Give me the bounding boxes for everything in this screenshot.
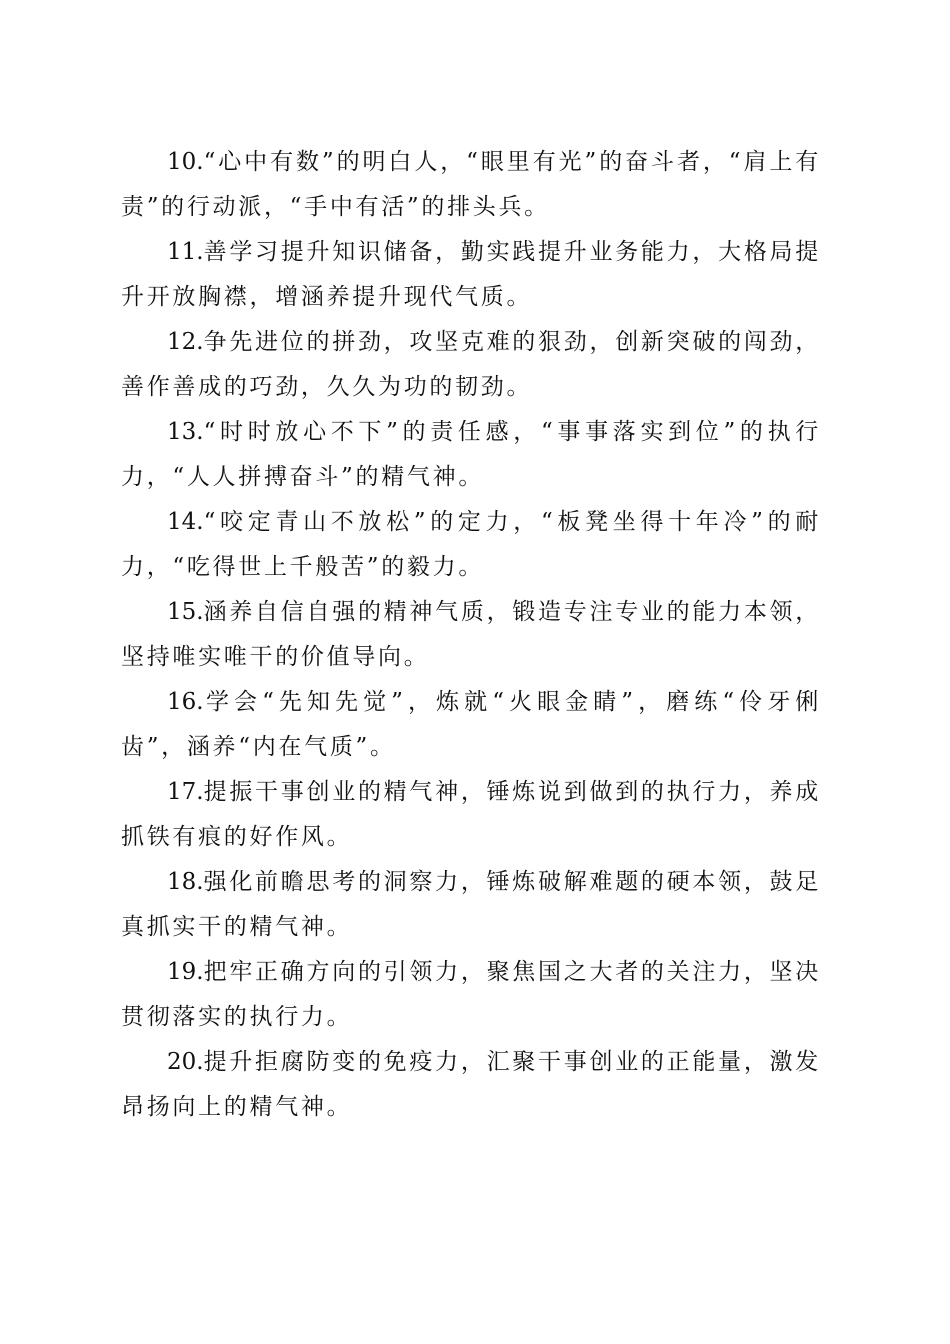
list-item — [121, 860, 821, 950]
list-item — [121, 680, 821, 770]
item-number: 11. — [167, 239, 204, 265]
list-item — [121, 770, 821, 860]
list-item — [121, 140, 821, 230]
item-number: 12. — [167, 329, 204, 355]
item-text: “咬定青山不放松”的定力，“板凳坐得十年冷”的耐力，“吃得世上千般苦”的毅力。 — [121, 509, 821, 580]
list-item — [121, 950, 821, 1040]
item-text: 提升拒腐防变的免疫力，汇聚干事创业的正能量，激发昂扬向上的精气神。 — [121, 1049, 821, 1120]
item-text: “心中有数”的明白人，“眼里有光”的奋斗者，“肩上有责”的行动派，“手中有活”的排头兵。 — [121, 149, 821, 220]
list-item — [121, 1040, 821, 1130]
item-number: 13. — [167, 419, 204, 445]
item-number: 17. — [167, 779, 204, 805]
item-number: 18. — [167, 869, 204, 895]
list-item — [121, 500, 821, 590]
item-text: 争先进位的拼劲，攻坚克难的狠劲，创新突破的闯劲，善作善成的巧劲，久久为功的韧劲。 — [121, 329, 821, 400]
item-text: 提振干事创业的精气神，锤炼说到做到的执行力，养成抓铁有痕的好作风。 — [121, 779, 821, 850]
item-text: 涵养自信自强的精神气质，锻造专注专业的能力本领，坚持唯实唯干的价值导向。 — [121, 599, 821, 670]
list-item — [121, 410, 821, 500]
list-item — [121, 320, 821, 410]
item-number: 14. — [167, 509, 204, 535]
item-number: 16. — [167, 689, 204, 715]
list-item — [121, 230, 821, 320]
item-text: 把牢正确方向的引领力，聚焦国之大者的关注力，坚决贯彻落实的执行力。 — [121, 959, 821, 1030]
item-text: 善学习提升知识储备，勤实践提升业务能力，大格局提升开放胸襟，增涵养提升现代气质。 — [121, 239, 821, 310]
item-number: 19. — [167, 959, 204, 985]
list-item — [121, 590, 821, 680]
item-number: 10. — [167, 149, 204, 175]
item-text: 强化前瞻思考的洞察力，锤炼破解难题的硬本领，鼓足真抓实干的精气神。 — [121, 869, 821, 940]
item-number: 20. — [167, 1049, 204, 1075]
item-text: “时时放心不下”的责任感，“事事落实到位”的执行力，“人人拼搏奋斗”的精气神。 — [121, 419, 821, 490]
document-body — [121, 140, 821, 1130]
item-text: 学会“先知先觉”，炼就“火眼金睛”，磨练“伶牙俐齿”，涵养“内在气质”。 — [121, 689, 821, 760]
item-number: 15. — [167, 599, 204, 625]
